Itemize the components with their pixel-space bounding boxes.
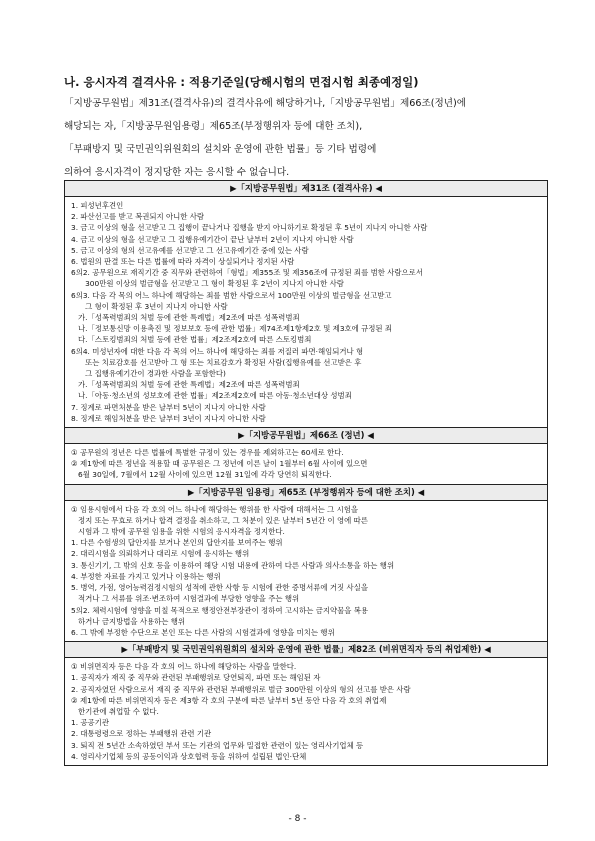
law-clause-line: 3. 퇴직 전 5년간 소속하였던 부서 또는 기관의 업무와 밀접한 관련이 있는 영리사기업체 등 [71, 740, 364, 750]
law-clause-line: 그 집행유예기간이 경과한 사람을 포함한다) [71, 369, 226, 379]
law-clause-line: 2. 대리시험을 의뢰하거나 대리로 시험에 응시하는 행위 [71, 549, 250, 559]
law-clause-line: 나.「정보통신망 이용촉진 및 정보보호 등에 관한 법률」제74조제1항제2호 및 제3호에 규정된 죄 [71, 324, 393, 334]
law-clause-line: 8. 징계로 해임처분을 받은 날부터 3년이 지나지 아니한 사람 [71, 413, 266, 423]
page-number: - 8 - [288, 814, 307, 824]
law-clause-line: ① 공무원의 정년은 다른 법률에 특별한 규정이 있는 경우를 제외하고는 60세로 한다. [71, 448, 344, 458]
intro-paragraph [64, 92, 550, 184]
law-clause-line: 6. 법원의 판결 또는 다른 법률에 따라 자격이 상실되거나 정지된 사람 [71, 257, 295, 267]
law-clause-line: 6. 그 밖에 부정한 수단으로 본인 또는 다른 사람의 시험결과에 영향을 미치는 행위 [71, 627, 335, 637]
law-clause-line: ① 임용시험에서 다음 각 호의 어느 하나에 해당하는 행위를 한 사람에 대해서는 그 시험을 [71, 504, 359, 514]
intro-line: 「지방공무원법」제31조(결격사유)의 결격사유에 해당하거나,「지방공무원법」제66조(정년)에 [64, 98, 467, 109]
law-clause-line: ② 제1항에 따른 정년을 적용할 때 공무원은 그 정년에 이른 날이 1월부터 6월 사이에 있으면 [71, 459, 368, 469]
intro-line: 의하여 응시자격이 정지당한 자는 응시할 수 없습니다. [64, 167, 290, 178]
law-clause-line: 6의4. 미성년자에 대한 다음 각 목의 어느 하나에 해당하는 죄를 저질러 파면·해임되거나 형 [71, 346, 364, 356]
law-clause-line: 300만원 이상의 벌금형을 선고받고 그 형이 확정된 후 2년이 지나지 아니한 사람 [71, 279, 344, 289]
law-clause-line: 5. 병역, 가점, 영어능력검정시험의 성적에 관한 사항 등 시험에 관한 증명서류에 거짓 사실을 [71, 583, 368, 593]
law-boxes [64, 180, 548, 766]
law-clause-line: 2. 파산선고를 받고 복권되지 아니한 사람 [71, 212, 205, 222]
law-box-title: ▶「지방공무원 임용령」제65조 (부정행위자 등에 대한 조치) ◀ [65, 485, 547, 501]
law-clause-line: 6월 30일에, 7월에서 12월 사이에 있으면 12월 31일에 각각 당연히 퇴직한다. [71, 470, 332, 480]
law-clause-line: 4. 부정한 자료를 가지고 있거나 이용하는 행위 [71, 571, 221, 581]
law-clause-line: 1. 공공기관 [71, 718, 109, 728]
law-clause-line: 2. 공직자였던 사람으로서 재직 중 직무와 관련된 부패행위로 벌금 300만원 이상의 형의 선고를 받은 사람 [71, 684, 411, 694]
intro-line: 「부패방지 및 국민권익위원회의 설치와 운영에 관한 법률」등 기타 법령에 [64, 144, 377, 155]
law-clause-line: 적거나 그 서류를 위조·변조하여 시험결과에 부당한 영향을 주는 행위 [71, 594, 300, 604]
law-clause-line: 한기관에 취업할 수 없다. [71, 706, 159, 716]
law-clause-line: 6의2. 공무원으로 재직기간 중 직무와 관련하여「형법」제355조 및 제356조에 규정된 죄를 범한 사람으로서 [71, 268, 423, 278]
section-heading: 나. 응시자격 결격사유 : 적용기준일(당해시험의 면접시험 최종예정일) [64, 75, 419, 89]
law-box-body [65, 501, 547, 641]
law-box-body [65, 658, 547, 765]
law-clause-line: ② 제1항에 따른 비위면직자 등은 제3항 각 호의 구분에 따른 날부터 5년 동안 다음 각 호의 취업제 [71, 695, 387, 705]
law-clause-line: 가.「성폭력범죄의 처벌 등에 관한 특례법」제2조에 따른 성폭력범죄 [71, 313, 300, 323]
law-clause-line: 5의2. 체력시험에 영향을 미칠 목적으로 행정안전부장관이 정하여 고시하는 금지약물을 복용 [71, 605, 369, 615]
law-clause-line: ① 비위면직자 등은 다음 각 호의 어느 하나에 해당하는 사람을 말한다. [71, 662, 297, 672]
law-clause-line: 정지 또는 무효로 하거나 합격 결정을 취소하고, 그 처분이 있은 날부터 5년간 이 영에 따른 [71, 515, 368, 525]
law-box-title: ▶「부패방지 및 국민권익위원회의 설치와 운영에 관한 법률」제82조 (비위면직자 등의 취업제한) ◀ [65, 642, 547, 658]
law-clause-line: 또는 치료감호를 선고받아 그 형 또는 치료감호가 확정된 사람(집행유예를 선고받은 후 [71, 357, 362, 367]
law-clause-line: 1. 다른 수험생의 답안지를 보거나 본인의 답안지를 보여주는 행위 [71, 538, 283, 548]
law-clause-line: 2. 대통령령으로 정하는 부패행위 관련 기관 [71, 729, 212, 739]
law-box-title: ▶「지방공무원법」제66조 (정년) ◀ [65, 428, 547, 444]
law-clause-line: 1. 공직자가 재직 중 직무와 관련된 부패행위로 당연퇴직, 파면 또는 해임된 자 [71, 673, 321, 683]
law-clause-line: 7. 징계로 파면처분을 받은 날부터 5년이 지나지 아니한 사람 [71, 402, 266, 412]
law-box [64, 428, 548, 485]
law-box-title: ▶「지방공무원법」제31조 (결격사유) ◀ [65, 181, 547, 197]
intro-line: 해당되는 자,「지방공무원임용령」제65조(부정행위자 등에 대한 조치), [64, 121, 363, 132]
law-clause-line: 시험과 그 밖에 공무원 임용을 위한 시험의 응시자격을 정지한다. [71, 527, 285, 537]
law-clause-line: 1. 피성년후견인 [71, 201, 124, 210]
law-clause-line: 하거나 금지방법을 사용하는 행위 [71, 616, 186, 626]
law-clause-line: 다.「스토킹범죄의 처벌 등에 관한 법률」제2조제2호에 따른 스토킹범죄 [71, 335, 312, 345]
law-box-body [65, 444, 547, 484]
law-clause-line: 나.「아동·청소년의 성보호에 관한 법률」제2조제2호에 따른 아동·청소년대상 성범죄 [71, 391, 352, 401]
law-box [64, 642, 548, 766]
law-clause-line: 3. 통신기기, 그 밖의 신호 등을 이용하여 해당 시험 내용에 관하여 다른 사람과 의사소통을 하는 행위 [71, 560, 395, 570]
law-box-body [65, 197, 547, 427]
law-clause-line: 그 형이 확정된 후 3년이 지나지 아니한 사람 [71, 301, 228, 311]
law-clause-line: 6의3. 다음 각 목의 어느 하나에 해당하는 죄를 범한 사람으로서 100만원 이상의 벌금형을 선고받고 [71, 290, 392, 300]
law-clause-line: 3. 금고 이상의 형을 선고받고 그 집행이 끝나거나 집행을 받지 아니하기로 확정된 후 5년이 지나지 아니한 사람 [71, 223, 428, 233]
law-clause-line: 가.「성폭력범죄의 처벌 등에 관한 특례법」제2조에 따른 성폭력범죄 [71, 380, 300, 390]
law-box [64, 485, 548, 642]
law-clause-line: 4. 금고 이상의 형을 선고받고 그 집행유예기간이 끝난 날부터 2년이 지나지 아니한 사람 [71, 234, 354, 244]
law-box [64, 180, 548, 428]
law-clause-line: 4. 영리사기업체 등의 공동이익과 상호협력 등을 위하여 설립된 법인·단체 [71, 751, 307, 761]
law-clause-line: 5. 금고 이상의 형의 선고유예를 선고받고 그 선고유예기간 중에 있는 사람 [71, 245, 309, 255]
